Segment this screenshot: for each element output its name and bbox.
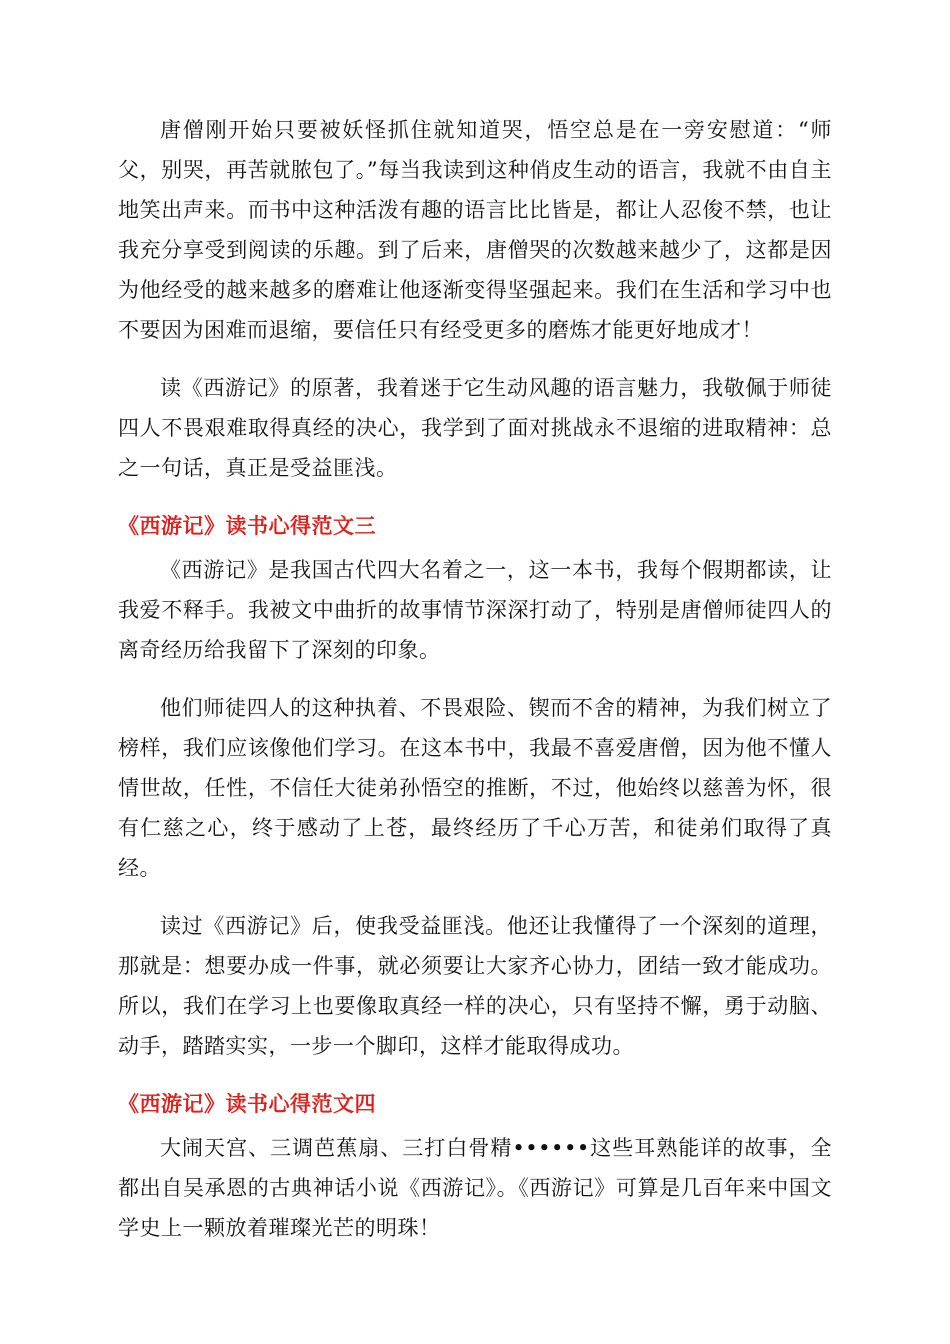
section-heading: 《西游记》读书心得范文四 [118, 1092, 376, 1116]
paragraph: 读过《西游记》后，使我受益匪浅。他还让我懂得了一个深刻的道理，那就是：想要办成一件事，就必须要让大家齐心协力，团结一致才能成功。所以，我们在学习上也要像取真经一样的决心，只有坚持不懈，勇于动脑、动手，踏踏实实，一步一个脚印，这样才能取得成功。 [118, 914, 832, 1058]
paragraph: 唐僧刚开始只要被妖怪抓住就知道哭，悟空总是在一旁安慰道：“师父，别哭，再苦就脓包了。”每当我读到这种俏皮生动的语言，我就不由自主地笑出声来。而书中这种活泼有趣的语言比比皆是，都让人忍俊不禁，也让我充分享受到阅读的乐趣。到了后来，唐僧哭的次数越来越少了，这都是因为他经受的越来越多的磨难让他逐渐变得坚强起来。我们在生活和学习中也不要因为困难而退缩，要信任只有经受更多的磨炼才能更好地成才！ [118, 118, 832, 342]
paragraph: 大闹天宫、三调芭蕉扇、三打白骨精••••••这些耳熟能详的故事，全都出自吴承恩的古典神话小说《西游记》。《西游记》可算是几百年来中国文学史上一颗放着璀璨光芒的明珠！ [118, 1136, 832, 1240]
paragraph: 《西游记》是我国古代四大名着之一，这一本书，我每个假期都读，让我爱不释手。我被文中曲折的故事情节深深打动了，特别是唐僧师徒四人的离奇经历给我留下了深刻的印象。 [118, 558, 832, 662]
paragraph: 读《西游记》的原著，我着迷于它生动风趣的语言魅力，我敬佩于师徒四人不畏艰难取得真经的决心，我学到了面对挑战永不退缩的进取精神：总之一句话，真正是受益匪浅。 [118, 376, 832, 480]
paragraph: 他们师徒四人的这种执着、不畏艰险、锲而不舍的精神，为我们树立了榜样，我们应该像他们学习。在这本书中，我最不喜爱唐僧，因为他不懂人情世故，任性，不信任大徒弟孙悟空的推断，不过，他始终以慈善为怀，很有仁慈之心，终于感动了上苍，最终经历了千心万苦，和徒弟们取得了真经。 [118, 696, 832, 880]
section-heading: 《西游记》读书心得范文三 [118, 514, 376, 538]
